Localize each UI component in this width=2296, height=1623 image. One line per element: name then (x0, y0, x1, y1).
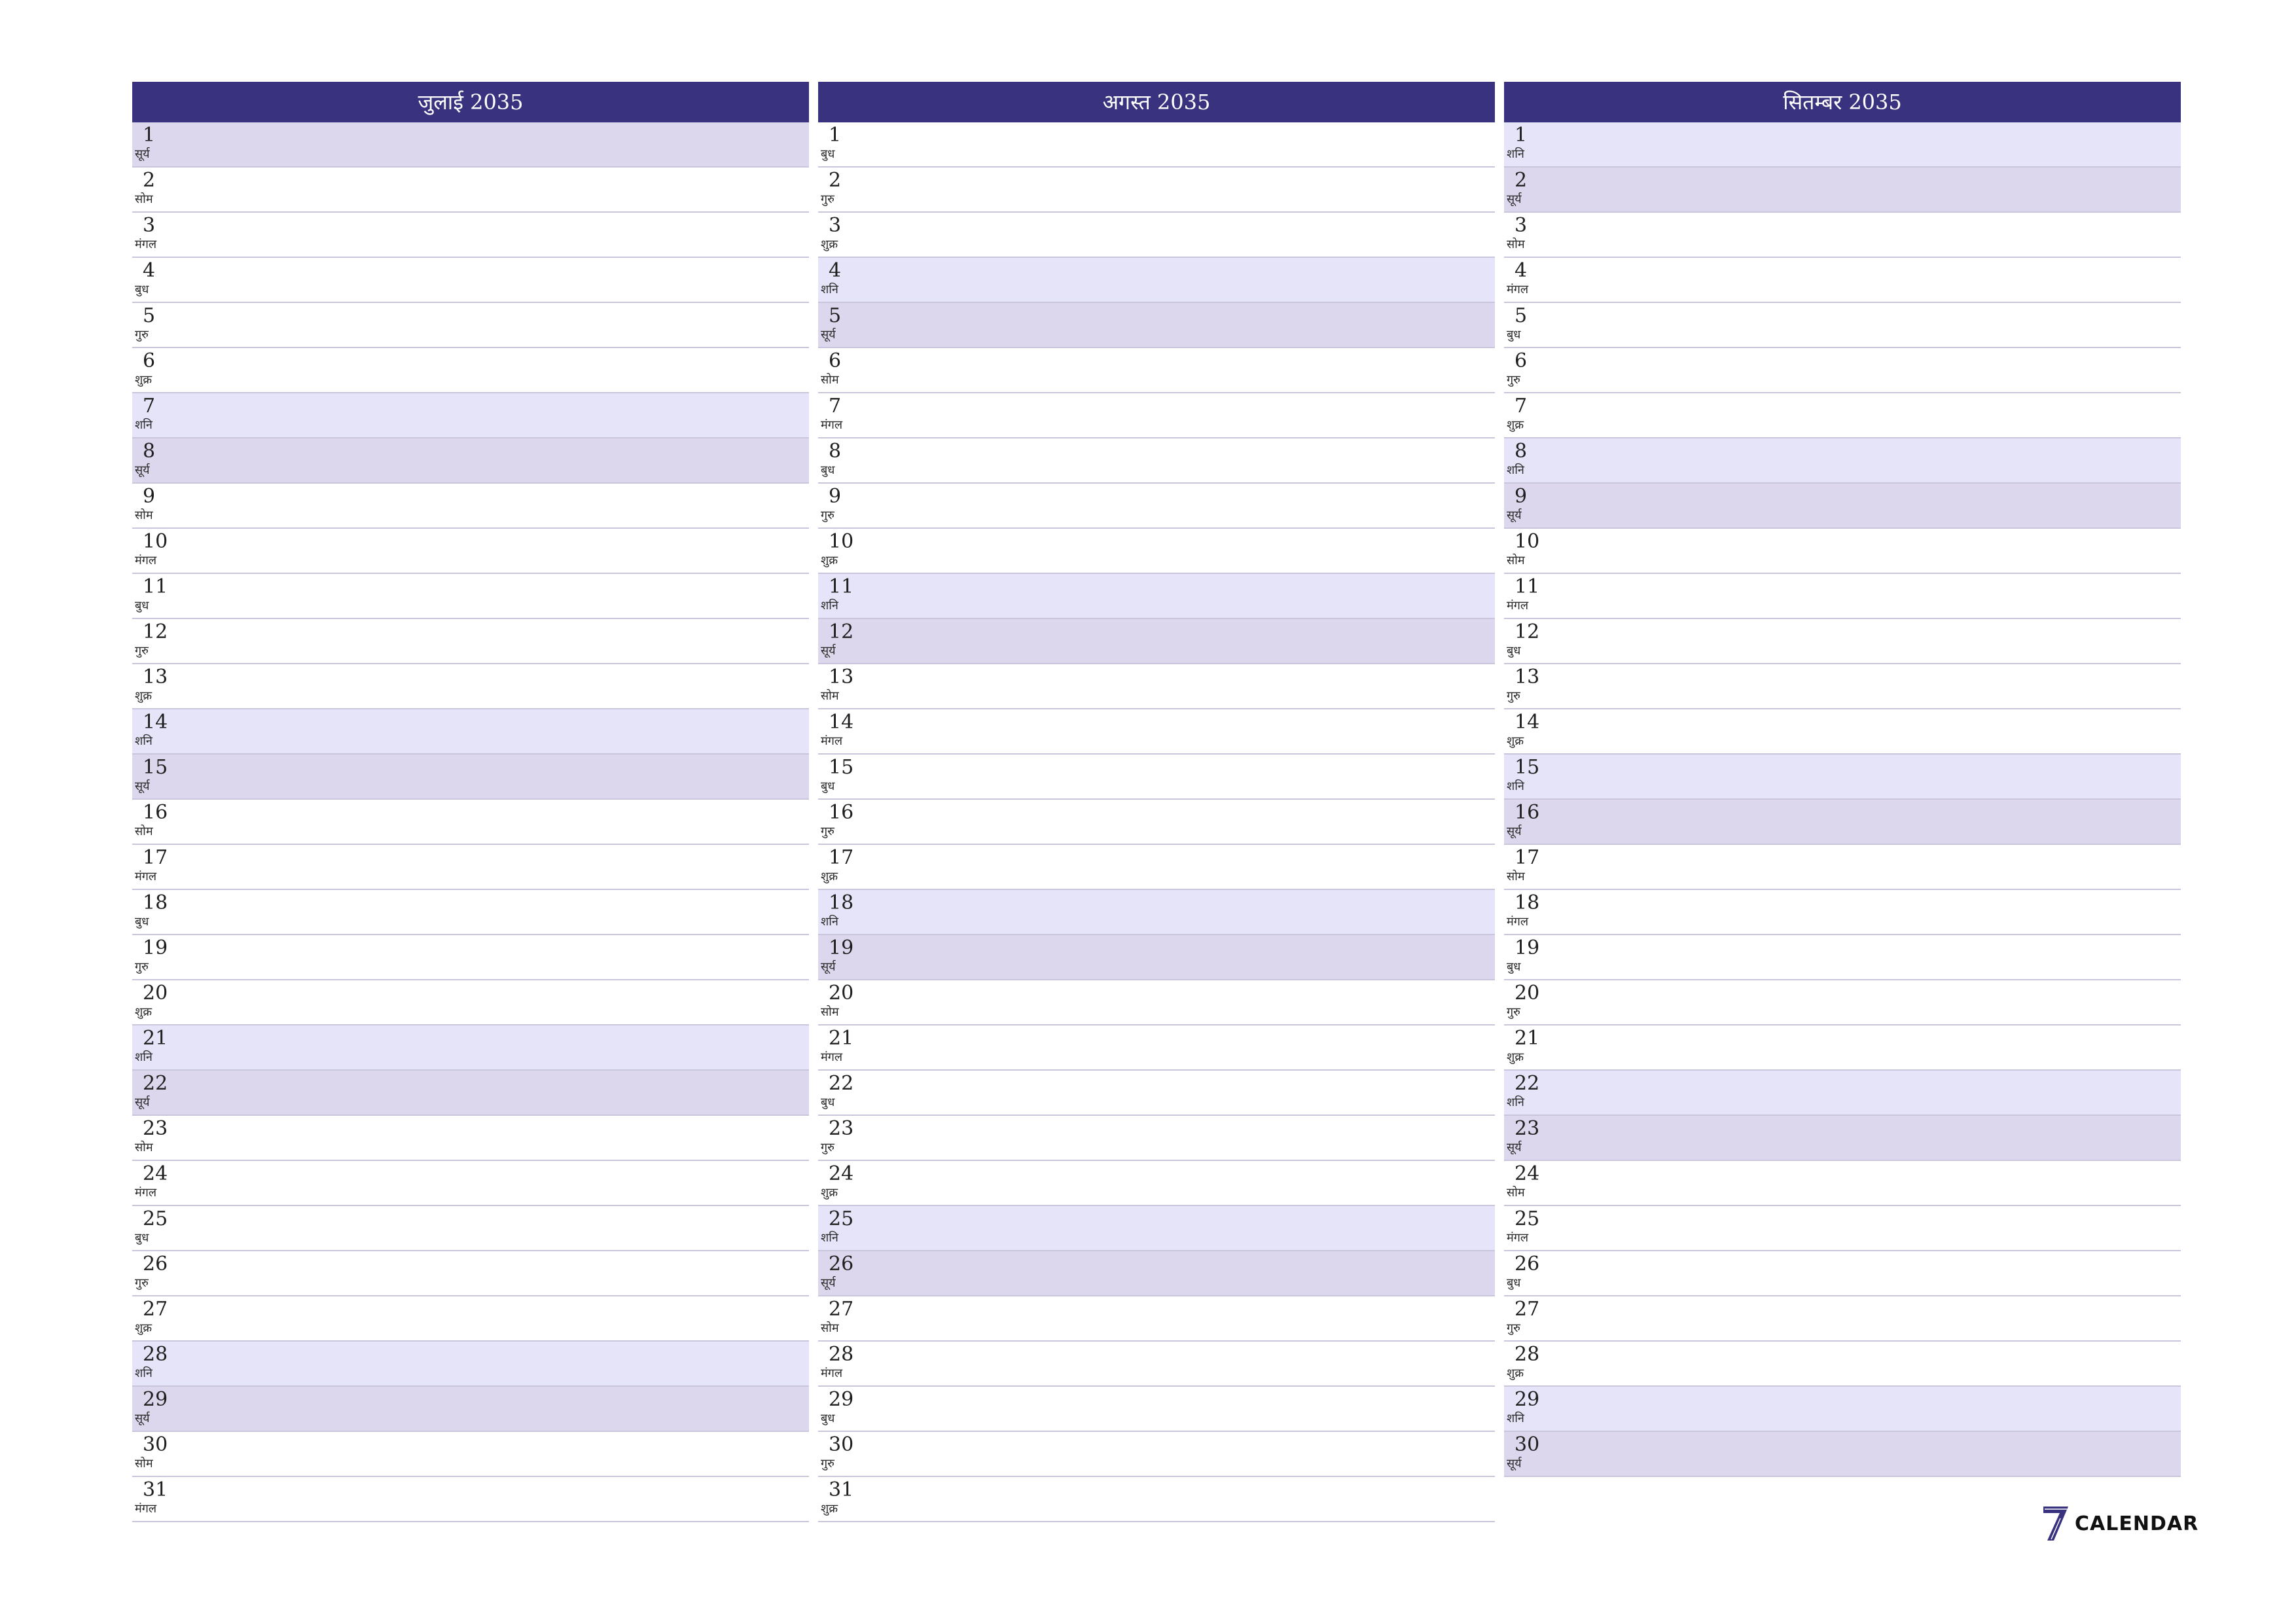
day-row (132, 890, 809, 935)
day-row (1504, 1206, 2181, 1251)
day-number: 27 (1515, 1298, 1540, 1321)
day-row (818, 574, 1495, 619)
weekday-name: मंगल (1507, 283, 1529, 296)
day-number: 1 (829, 124, 842, 147)
weekday-name: शुक्र (821, 870, 838, 883)
weekday-name: सोम (821, 373, 839, 387)
day-row (818, 845, 1495, 890)
day-number: 7 (143, 395, 156, 418)
day-row (1504, 709, 2181, 755)
day-number: 5 (829, 304, 842, 327)
day-row (818, 1071, 1495, 1116)
day-row (132, 574, 809, 619)
weekday-name: गुरु (821, 508, 834, 522)
day-list (132, 122, 809, 1522)
day-row (1504, 122, 2181, 168)
weekday-name: शनि (1507, 1096, 1524, 1109)
day-number: 27 (143, 1298, 168, 1321)
day-row (818, 755, 1495, 800)
weekday-name: सूर्य (1507, 1457, 1522, 1471)
weekday-name: शनि (821, 599, 838, 613)
day-number: 19 (143, 936, 168, 959)
day-number: 14 (1515, 711, 1540, 734)
day-row (1504, 438, 2181, 484)
weekday-name: मंगल (821, 1366, 843, 1380)
weekday-name: शुक्र (821, 238, 838, 251)
day-number: 3 (143, 214, 156, 237)
day-row (132, 1206, 809, 1251)
weekday-name: गुरु (135, 960, 149, 974)
day-row (1504, 755, 2181, 800)
weekday-name: शनि (821, 915, 838, 929)
day-row (132, 213, 809, 258)
weekday-name: बुध (821, 147, 835, 161)
day-number: 30 (143, 1433, 168, 1456)
weekday-name: शुक्र (821, 1502, 838, 1516)
day-row (1504, 348, 2181, 393)
day-number: 25 (1515, 1207, 1540, 1230)
day-row (132, 438, 809, 484)
weekday-name: सोम (1507, 1186, 1525, 1200)
weekday-name: गुरु (1507, 1005, 1520, 1019)
weekday-name: शनि (135, 1366, 152, 1380)
weekday-name: बुध (821, 463, 835, 477)
day-number: 28 (143, 1343, 168, 1366)
weekday-name: शनि (1507, 779, 1524, 793)
day-number: 7 (1515, 395, 1528, 418)
weekday-name: सोम (135, 1457, 153, 1471)
day-number: 16 (143, 801, 168, 824)
weekday-name: शनि (135, 1050, 152, 1064)
day-row (818, 122, 1495, 168)
day-row (818, 935, 1495, 980)
day-number: 23 (829, 1117, 854, 1140)
day-number: 15 (1515, 756, 1540, 779)
day-number: 31 (143, 1478, 168, 1501)
weekday-name: मंगल (135, 1502, 157, 1516)
weekday-name: गुरु (1507, 689, 1520, 703)
day-row (818, 213, 1495, 258)
day-row (132, 709, 809, 755)
day-row (818, 1432, 1495, 1477)
day-row (818, 438, 1495, 484)
weekday-name: गुरु (821, 192, 834, 206)
day-number: 30 (829, 1433, 854, 1456)
day-row (132, 1432, 809, 1477)
weekday-name: मंगल (135, 554, 157, 567)
day-list (818, 122, 1495, 1522)
day-row (132, 122, 809, 168)
day-row (132, 168, 809, 213)
day-row (1504, 168, 2181, 213)
day-row (1504, 619, 2181, 664)
weekday-name: शुक्र (135, 1005, 152, 1019)
weekday-name: सोम (1507, 238, 1525, 251)
weekday-name: गुरु (821, 1457, 834, 1471)
day-row (132, 1477, 809, 1522)
day-number: 11 (1515, 575, 1540, 598)
weekday-name: शनि (821, 283, 838, 296)
day-number: 29 (143, 1388, 168, 1411)
weekday-name: शुक्र (135, 689, 152, 703)
month-header: सितम्बर 2035 (1504, 82, 2181, 122)
weekday-name: गुरु (1507, 373, 1520, 387)
day-row (1504, 1432, 2181, 1477)
day-row (132, 1387, 809, 1432)
day-row (132, 935, 809, 980)
day-number: 23 (143, 1117, 168, 1140)
day-number: 26 (829, 1253, 854, 1275)
weekday-name: शुक्र (1507, 418, 1524, 432)
day-number: 21 (829, 1027, 854, 1050)
day-number: 16 (1515, 801, 1540, 824)
weekday-name: बुध (135, 1231, 149, 1245)
day-row (818, 1342, 1495, 1387)
day-row (818, 258, 1495, 303)
day-number: 6 (1515, 349, 1528, 372)
day-number: 28 (1515, 1343, 1540, 1366)
day-number: 7 (829, 395, 842, 418)
day-row (1504, 800, 2181, 845)
month-september (1504, 82, 2181, 1522)
day-row (132, 303, 809, 348)
day-number: 17 (1515, 846, 1540, 869)
weekday-name: मंगल (1507, 599, 1529, 613)
weekday-name: शनि (135, 734, 152, 748)
day-number: 22 (1515, 1072, 1540, 1095)
day-number: 5 (1515, 304, 1528, 327)
weekday-name: गुरु (1507, 1321, 1520, 1335)
day-row (1504, 1161, 2181, 1206)
weekday-name: सोम (1507, 870, 1525, 883)
day-number: 6 (143, 349, 156, 372)
day-number: 25 (143, 1207, 168, 1230)
day-row (1504, 529, 2181, 574)
day-row (1504, 935, 2181, 980)
weekday-name: सूर्य (821, 960, 836, 974)
day-number: 22 (143, 1072, 168, 1095)
day-number: 6 (829, 349, 842, 372)
day-number: 10 (1515, 530, 1540, 553)
weekday-name: मंगल (821, 734, 843, 748)
day-row (1504, 980, 2181, 1026)
day-row (132, 484, 809, 529)
weekday-name: सूर्य (1507, 1141, 1522, 1154)
weekday-name: बुध (1507, 960, 1521, 974)
weekday-name: मंगल (821, 1050, 843, 1064)
day-row (132, 1071, 809, 1116)
day-row (818, 1387, 1495, 1432)
weekday-name: बुध (1507, 328, 1521, 342)
day-row (1504, 484, 2181, 529)
day-number: 16 (829, 801, 854, 824)
seven-logo-icon (2041, 1505, 2070, 1542)
day-row (818, 1477, 1495, 1522)
month-header: जुलाई 2035 (132, 82, 809, 122)
weekday-name: मंगल (1507, 915, 1529, 929)
day-number: 10 (143, 530, 168, 553)
day-number: 14 (143, 711, 168, 734)
weekday-name: बुध (135, 283, 149, 296)
day-number: 11 (829, 575, 854, 598)
weekday-name: शुक्र (135, 1321, 152, 1335)
day-row (818, 393, 1495, 438)
day-number: 20 (143, 982, 168, 1005)
day-row (818, 1296, 1495, 1342)
weekday-name: शनि (1507, 147, 1524, 161)
day-number: 2 (829, 169, 842, 192)
day-number: 31 (829, 1478, 854, 1501)
day-row (1504, 664, 2181, 709)
day-number: 1 (143, 124, 156, 147)
day-number: 17 (829, 846, 854, 869)
weekday-name: सूर्य (135, 779, 150, 793)
weekday-name: शनि (821, 1231, 838, 1245)
day-row (132, 755, 809, 800)
day-number: 3 (829, 214, 842, 237)
weekday-name: मंगल (135, 238, 157, 251)
weekday-name: मंगल (821, 418, 843, 432)
weekday-name: गुरु (135, 328, 149, 342)
day-row (1504, 258, 2181, 303)
day-row (1504, 1071, 2181, 1116)
brand-logo (2041, 1505, 2198, 1542)
day-number: 15 (143, 756, 168, 779)
weekday-name: गुरु (135, 644, 149, 658)
weekday-name: सोम (135, 1141, 153, 1154)
weekday-name: बुध (135, 915, 149, 929)
day-number: 21 (143, 1027, 168, 1050)
day-row (1504, 303, 2181, 348)
weekday-name: सोम (135, 825, 153, 838)
weekday-name: शुक्र (1507, 734, 1524, 748)
day-row (818, 1206, 1495, 1251)
day-row (132, 1026, 809, 1071)
day-row (818, 348, 1495, 393)
calendar-grid (132, 82, 2181, 1522)
weekday-name: शुक्र (821, 1186, 838, 1200)
day-row (132, 619, 809, 664)
weekday-name: बुध (1507, 1276, 1521, 1290)
weekday-name: बुध (135, 599, 149, 613)
day-number: 24 (829, 1162, 854, 1185)
day-number: 1 (1515, 124, 1528, 147)
day-row (132, 393, 809, 438)
day-number: 23 (1515, 1117, 1540, 1140)
day-number: 26 (1515, 1253, 1540, 1275)
day-number: 12 (1515, 620, 1540, 643)
day-row (818, 529, 1495, 574)
month-header: अगस्त 2035 (818, 82, 1495, 122)
day-row (132, 980, 809, 1026)
day-number: 4 (143, 259, 156, 282)
weekday-name: शनि (1507, 1412, 1524, 1425)
day-number: 19 (1515, 936, 1540, 959)
day-number: 14 (829, 711, 854, 734)
day-row (818, 1116, 1495, 1161)
day-number: 30 (1515, 1433, 1540, 1456)
weekday-name: सोम (821, 1321, 839, 1335)
day-row (818, 800, 1495, 845)
day-number: 8 (829, 440, 842, 463)
day-row (1504, 1296, 2181, 1342)
day-number: 18 (829, 891, 854, 914)
weekday-name: शुक्र (1507, 1366, 1524, 1380)
weekday-name: बुध (821, 779, 835, 793)
day-row (132, 529, 809, 574)
day-row (1504, 213, 2181, 258)
day-number: 25 (829, 1207, 854, 1230)
day-row (132, 258, 809, 303)
day-row (818, 484, 1495, 529)
day-number: 8 (1515, 440, 1528, 463)
weekday-name: सोम (1507, 554, 1525, 567)
brand-text: CALENDAR (2075, 1512, 2199, 1535)
weekday-name: बुध (821, 1412, 835, 1425)
day-number: 9 (143, 485, 156, 508)
weekday-name: शनि (135, 418, 152, 432)
day-number: 29 (829, 1388, 854, 1411)
day-row (1504, 1026, 2181, 1071)
day-number: 17 (143, 846, 168, 869)
month-august (818, 82, 1495, 1522)
weekday-name: सोम (821, 689, 839, 703)
weekday-name: सोम (135, 508, 153, 522)
day-list (1504, 122, 2181, 1477)
day-row (818, 1026, 1495, 1071)
day-number: 22 (829, 1072, 854, 1095)
day-row (132, 348, 809, 393)
day-row (818, 980, 1495, 1026)
weekday-name: सूर्य (135, 147, 150, 161)
day-row (818, 1251, 1495, 1296)
day-number: 13 (829, 666, 854, 688)
weekday-name: सूर्य (821, 328, 836, 342)
day-number: 9 (829, 485, 842, 508)
day-row (1504, 1342, 2181, 1387)
weekday-name: सूर्य (821, 644, 836, 658)
day-number: 10 (829, 530, 854, 553)
weekday-name: शुक्र (821, 554, 838, 567)
weekday-name: गुरु (135, 1276, 149, 1290)
day-row (1504, 1387, 2181, 1432)
weekday-name: शनि (1507, 463, 1524, 477)
weekday-name: मंगल (1507, 1231, 1529, 1245)
day-number: 28 (829, 1343, 854, 1366)
day-number: 9 (1515, 485, 1528, 508)
day-number: 12 (143, 620, 168, 643)
day-number: 2 (1515, 169, 1528, 192)
day-number: 4 (1515, 259, 1528, 282)
day-row (132, 845, 809, 890)
day-row (818, 303, 1495, 348)
day-number: 18 (1515, 891, 1540, 914)
month-july (132, 82, 809, 1522)
weekday-name: सोम (135, 192, 153, 206)
weekday-name: गुरु (821, 1141, 834, 1154)
day-number: 2 (143, 169, 156, 192)
day-row (132, 800, 809, 845)
weekday-name: बुध (1507, 644, 1521, 658)
day-row (1504, 845, 2181, 890)
weekday-name: बुध (821, 1096, 835, 1109)
weekday-name: गुरु (821, 825, 834, 838)
day-number: 24 (143, 1162, 168, 1185)
day-row (818, 619, 1495, 664)
day-number: 13 (1515, 666, 1540, 688)
day-row (132, 1251, 809, 1296)
weekday-name: सूर्य (1507, 192, 1522, 206)
day-number: 5 (143, 304, 156, 327)
day-row (132, 1296, 809, 1342)
day-number: 21 (1515, 1027, 1540, 1050)
day-number: 18 (143, 891, 168, 914)
day-number: 15 (829, 756, 854, 779)
day-number: 20 (829, 982, 854, 1005)
day-row (1504, 1251, 2181, 1296)
day-row (1504, 574, 2181, 619)
weekday-name: सोम (821, 1005, 839, 1019)
day-number: 11 (143, 575, 168, 598)
day-number: 27 (829, 1298, 854, 1321)
weekday-name: सूर्य (1507, 508, 1522, 522)
day-number: 24 (1515, 1162, 1540, 1185)
day-row (132, 1161, 809, 1206)
weekday-name: शुक्र (1507, 1050, 1524, 1064)
day-number: 8 (143, 440, 156, 463)
day-number: 19 (829, 936, 854, 959)
day-row (818, 709, 1495, 755)
day-row (818, 664, 1495, 709)
day-number: 4 (829, 259, 842, 282)
day-number: 20 (1515, 982, 1540, 1005)
weekday-name: सूर्य (135, 1096, 150, 1109)
weekday-name: सूर्य (135, 1412, 150, 1425)
day-row (132, 1342, 809, 1387)
day-row (1504, 890, 2181, 935)
day-row (132, 664, 809, 709)
day-number: 3 (1515, 214, 1528, 237)
day-row (132, 1116, 809, 1161)
day-row (818, 168, 1495, 213)
day-number: 29 (1515, 1388, 1540, 1411)
day-row (1504, 393, 2181, 438)
weekday-name: मंगल (135, 870, 157, 883)
weekday-name: सूर्य (1507, 825, 1522, 838)
weekday-name: मंगल (135, 1186, 157, 1200)
day-row (1504, 1116, 2181, 1161)
weekday-name: शुक्र (135, 373, 152, 387)
weekday-name: सूर्य (135, 463, 150, 477)
weekday-name: सूर्य (821, 1276, 836, 1290)
day-number: 26 (143, 1253, 168, 1275)
day-row (818, 890, 1495, 935)
day-number: 12 (829, 620, 854, 643)
day-row (818, 1161, 1495, 1206)
day-number: 13 (143, 666, 168, 688)
